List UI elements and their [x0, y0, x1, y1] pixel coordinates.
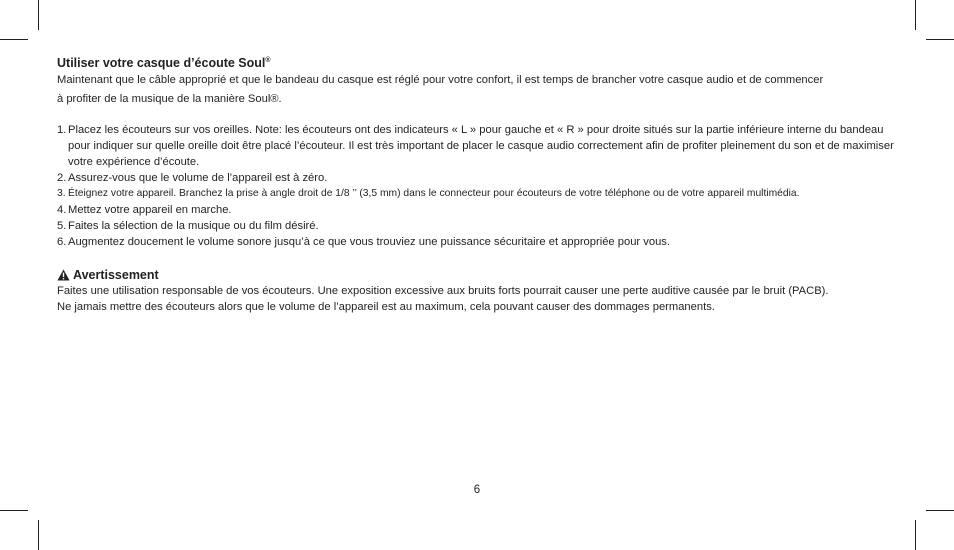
step-number: 6. — [57, 236, 67, 249]
section-title-text: Utiliser votre casque d’écoute Soul — [57, 56, 266, 71]
page-number: 6 — [473, 484, 481, 496]
step-text: Placez les écouteurs sur vos oreilles. Note: les écouteurs ont des indicateurs « L » pour gauche et « R » pour droite situés sur la partie inférieure interne du bandeau pour indiquer sur quelle oreille doit être placé l’écouteur. Il est très important de placer le casque audio correctement afin de profiter pleinement du son et de maximiser votre expérience d’écoute. — [68, 124, 894, 169]
step-text: Assurez-vous que le volume de l’appareil est à zéro. — [68, 172, 328, 185]
warning-line-2: Ne jamais mettre des écouteurs alors que le volume de l’appareil est au maximum, cela pouvant causer des dommages permanents. — [57, 301, 715, 314]
intro-line-2: à profiter de la musique de la manière Soul®. — [57, 93, 282, 106]
step-text: Éteignez votre appareil. Branchez la prise à angle droit de 1/8 ’’ (3,5 mm) dans le connecteur pour écouteurs de votre téléphone ou de votre appareil multimédia. — [68, 188, 800, 200]
crop-mark-top-right-vertical — [915, 0, 916, 30]
page-content — [57, 53, 902, 315]
step-number: 4. — [57, 204, 67, 217]
crop-mark-top-left-horizontal — [0, 39, 28, 40]
warning-line-1: Faites une utilisation responsable de vos écouteurs. Une exposition excessive aux bruits forts pourrait causer une perte auditive causée par le bruit (PACB). — [57, 285, 829, 298]
registered-mark: ® — [265, 57, 271, 64]
crop-mark-bottom-left-horizontal — [0, 510, 28, 511]
warning-title: Avertissement — [73, 268, 159, 283]
crop-mark-top-right-horizontal — [926, 39, 954, 40]
step-text: Mettez votre appareil en marche. — [68, 204, 232, 217]
crop-mark-bottom-right-vertical — [915, 520, 916, 550]
warning-triangle-icon — [57, 269, 70, 281]
step-item-6 — [57, 234, 902, 250]
warning-paragraph — [57, 283, 902, 315]
steps-list — [57, 122, 902, 250]
intro-paragraph — [57, 71, 902, 109]
step-item-2 — [57, 170, 902, 186]
step-number: 5. — [57, 220, 67, 233]
step-text: Augmentez doucement le volume sonore jusqu’à ce que vous trouviez une puissance sécuritaire et appropriée pour vous. — [68, 236, 670, 249]
crop-mark-bottom-left-vertical — [38, 520, 39, 550]
step-item-4 — [57, 202, 902, 218]
step-item-1 — [57, 122, 902, 170]
step-number: 3. — [57, 188, 66, 200]
step-number: 1. — [57, 124, 67, 137]
step-item-5 — [57, 218, 902, 234]
step-text: Faites la sélection de la musique ou du film désiré. — [68, 220, 319, 233]
section-title — [57, 53, 902, 71]
spacer — [57, 109, 902, 122]
crop-mark-bottom-right-horizontal — [926, 510, 954, 511]
step-number: 2. — [57, 172, 67, 185]
crop-mark-top-left-vertical — [38, 0, 39, 30]
step-item-3 — [57, 186, 902, 202]
warning-heading — [57, 267, 902, 283]
intro-line-1: Maintenant que le câble approprié et que le bandeau du casque est réglé pour votre confort, il est temps de brancher votre casque audio et de commencer — [57, 74, 824, 87]
